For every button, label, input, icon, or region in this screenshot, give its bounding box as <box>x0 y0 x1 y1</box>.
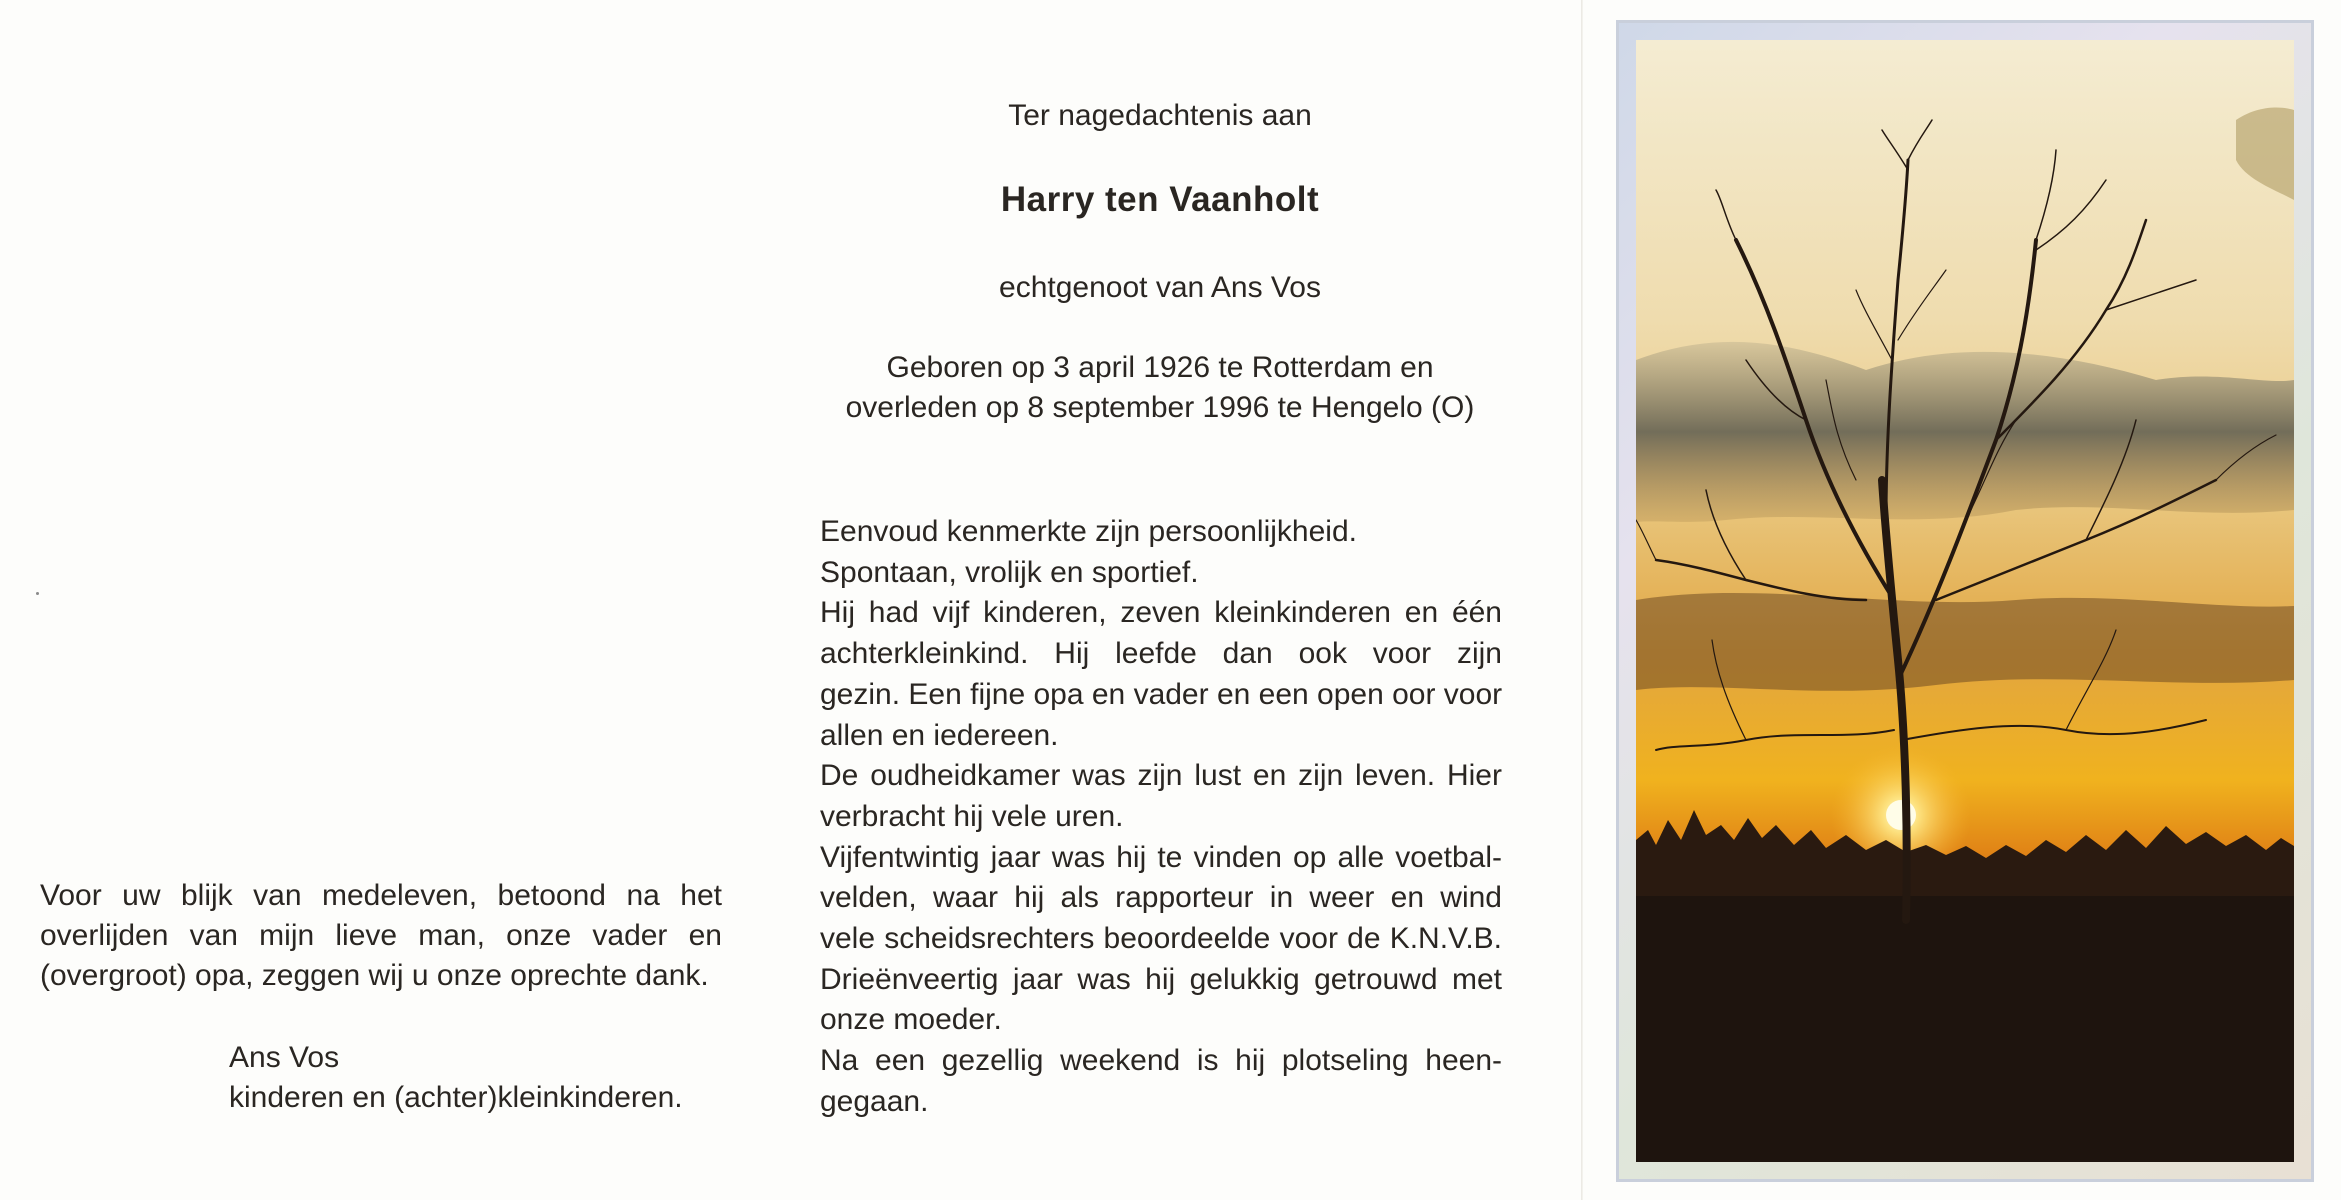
eulogy-line: Eenvoud kenmerkte zijn persoonlijkheid. <box>820 515 1357 548</box>
eulogy-line: vele scheidsrechters beoordeelde voor de K.N.V.B. <box>820 922 1502 956</box>
life-dates <box>780 348 1540 428</box>
paper-speck <box>36 592 39 595</box>
deceased-name: Harry ten Vaanholt <box>1000 180 1320 219</box>
eulogy-line: Hij had vijf kinderen, zeven kleinkinderen en één <box>820 596 1502 630</box>
eulogy-line: allen en iedereen. <box>820 718 1059 752</box>
eulogy-line: Na een gezellig weekend is hij plotseling heen- <box>820 1044 1502 1078</box>
eulogy-line: verbracht hij vele uren. <box>820 799 1124 833</box>
fold-line <box>1581 0 1583 1200</box>
eulogy-line: Spontaan, vrolijk en sportief. <box>820 555 1199 589</box>
spouse-line: echtgenoot van Ans Vos <box>999 271 1321 304</box>
signature-line: kinderen en (achter)kleinkinderen. <box>229 1081 683 1114</box>
signature-block <box>229 1038 729 1118</box>
sunset-tree-photo <box>1636 40 2294 1162</box>
sun <box>1886 800 1916 830</box>
death-line: overleden op 8 september 1996 te Hengelo (O) <box>845 391 1475 424</box>
eulogy-line: achterkleinkind. Hij leefde dan ook voor zijn <box>820 637 1502 671</box>
sunset-tree-image <box>1636 40 2294 1162</box>
signature-line: Ans Vos <box>229 1041 340 1074</box>
lower-cloud <box>1636 593 2294 691</box>
birth-line: Geboren op 3 april 1926 te Rotterdam en <box>886 351 1434 384</box>
eulogy-text <box>820 512 1502 1123</box>
eulogy-line: gegaan. <box>820 1084 929 1118</box>
eulogy-line: gezin. Een fijne opa en vader en een open oor voor <box>820 677 1503 711</box>
thanks-paragraph: Voor uw blijk van medeleven, betoond na het overlijden van mijn lieve man, onze vader en (overgroot) opa, zeggen wij u onze oprechte dank. <box>40 879 722 992</box>
ground <box>1636 896 2294 1162</box>
eulogy-line: Drieënveertig jaar was hij gelukkig getrouwd met <box>820 962 1502 996</box>
eulogy-line: onze moeder. <box>820 1003 1002 1037</box>
intro-line: Ter nagedachtenis aan <box>1008 99 1312 132</box>
eulogy-line: Vijfentwintig jaar was hij te vinden op alle voetbal- <box>820 840 1502 874</box>
eulogy-line: De oudheidkamer was zijn lust en zijn leven. Hier <box>820 759 1502 793</box>
eulogy-line: velden, waar hij als rapporteur in weer en wind <box>820 881 1502 915</box>
